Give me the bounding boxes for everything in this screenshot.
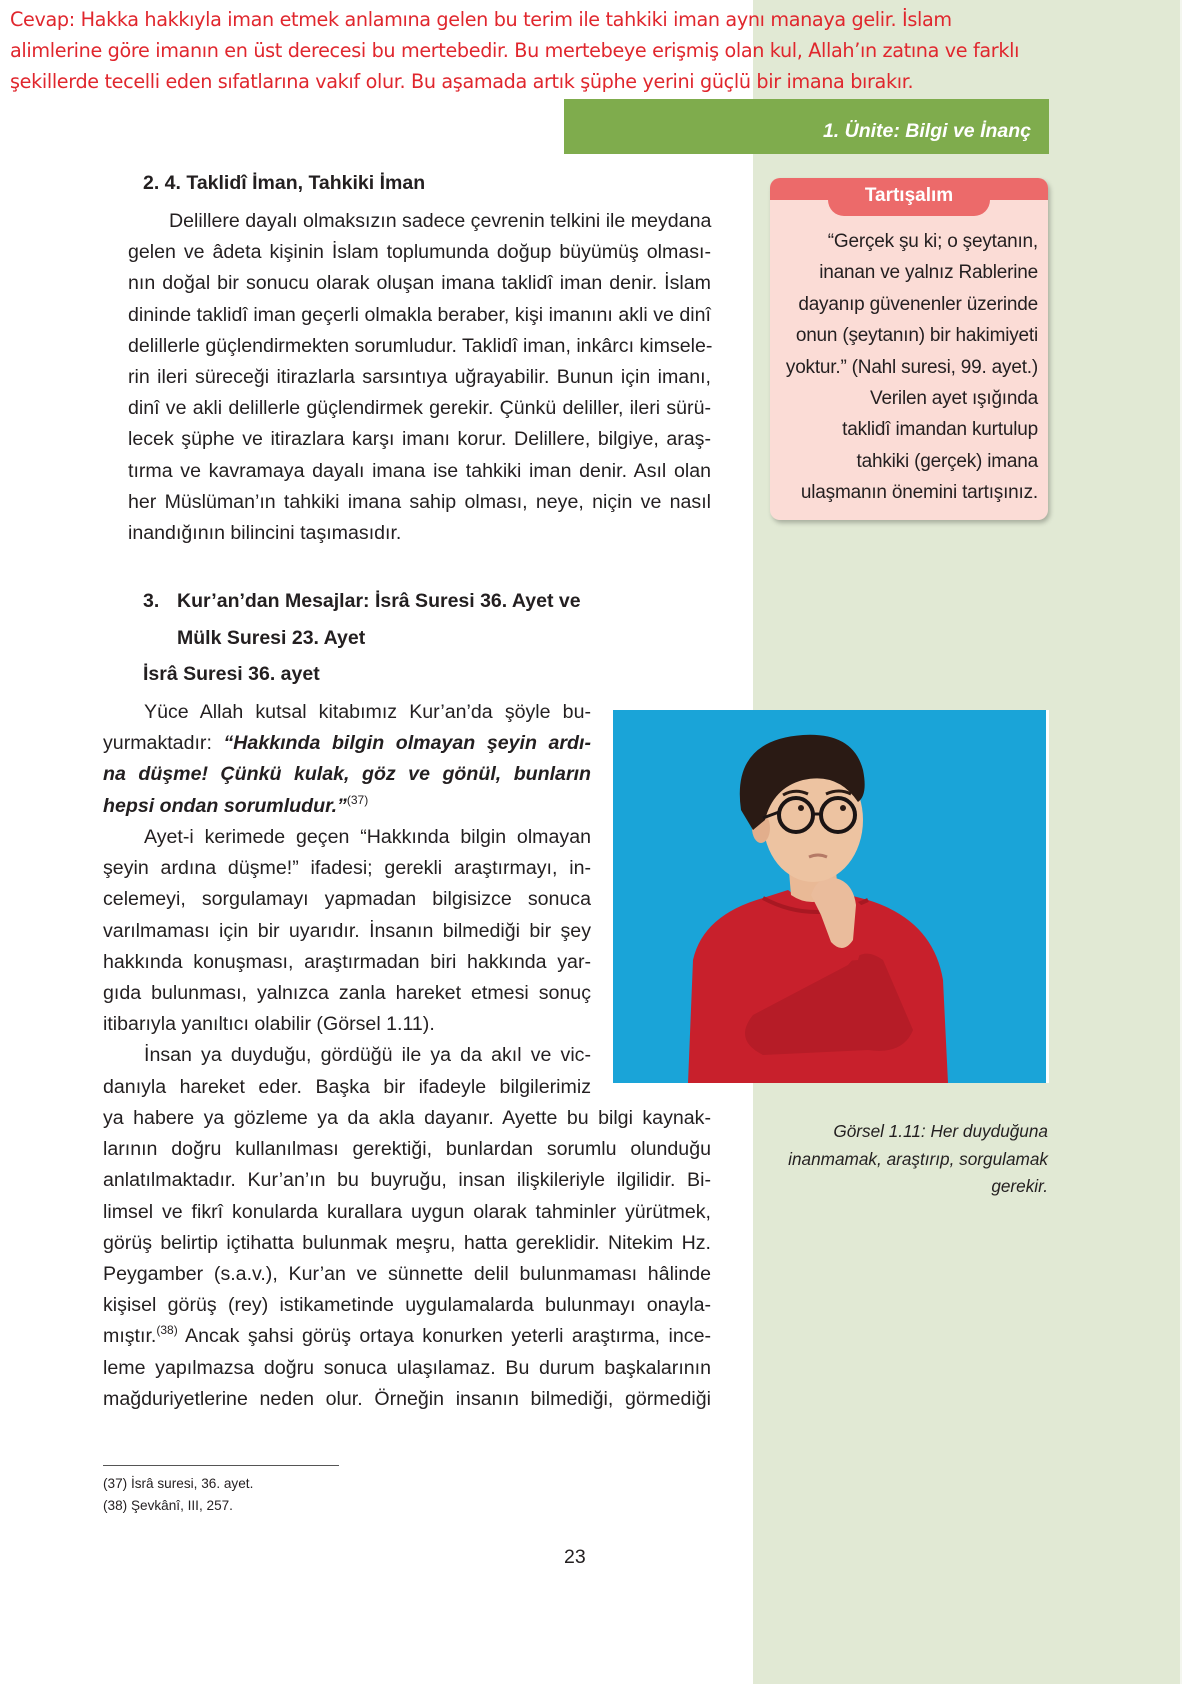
section-2-4-body xyxy=(128,206,711,549)
figure-caption xyxy=(752,1118,1048,1201)
figure-border xyxy=(1046,710,1049,1083)
figure-thinking-young-man xyxy=(613,710,1046,1083)
text-line: hakkında konuşması, araştırmadan biri hakkında yar- xyxy=(103,950,591,973)
text-line: tırma ve kavramaya dayalı imana ise tahkiki iman denir. Asıl olan xyxy=(128,459,711,482)
text-line: larının doğru kullanılması gerektiği, bunlardan sorumlu olunduğu xyxy=(103,1138,711,1161)
section-heading-3-line2: Mülk Suresi 23. Ayet xyxy=(177,627,366,649)
section-heading-3-line1: Kur’an’dan Mesajlar: İsrâ Suresi 36. Ayet ve xyxy=(177,590,581,612)
text-line: İnsan ya duyduğu, gördüğü ile ya da akıl ve vic- xyxy=(144,1044,591,1067)
answer-line: şekillerde tecelli eden sıfatlarına vakıf olur. Bu aşamada artık şüphe yerini güçlü bir imana bırakır. xyxy=(10,70,914,93)
text-line: leme yapılmazsa doğru sonuca ulaşılamaz. Bu durum başkalarının xyxy=(103,1356,711,1379)
text-line: Ayet-i kerimede geçen “Hakkında bilgin olmayan xyxy=(144,826,591,848)
discussion-line: tahkiki (gerçek) imana xyxy=(856,450,1038,472)
text-line: şeyin ardına düşme!” ifadesi; gerekli araştırmayı, in- xyxy=(103,857,591,880)
discussion-box-text xyxy=(780,226,1038,509)
text-line: dinî ve akli delillerle güçlendirmek gerekir. Çünkü deliller, ileri sürü- xyxy=(128,397,711,420)
thinking-person-illustration xyxy=(613,710,1046,1083)
text-line: yurmaktadır: “Hakkında bilgin olmayan şeyin ardı- xyxy=(103,732,591,755)
discussion-line: yoktur.” (Nahl suresi, 99. ayet.) xyxy=(785,356,1038,378)
text-line: delillerle güçlendirmekten sorumludur. Taklidî iman, inkârcı kimsele- xyxy=(128,334,713,357)
footnote-divider xyxy=(103,1465,339,1466)
page-number: 23 xyxy=(564,1546,586,1568)
text-line xyxy=(103,791,591,822)
text-line: Yüce Allah kutsal kitabımız Kur’an’da şöyle bu- xyxy=(144,701,591,723)
section-3-intro xyxy=(103,697,591,822)
discussion-box-title: Tartışalım xyxy=(828,178,990,216)
footnote-ref-37[interactable]: (37) xyxy=(346,792,369,807)
unit-header-bar xyxy=(564,99,1049,154)
text-line: Delillere dayalı olmaksızın sadece çevrenin telkini ile meydana xyxy=(169,210,712,232)
text-line: varılmaması için bir uyarıdır. İnsanın bilmediği bir şey xyxy=(103,919,591,942)
caption-line: Görsel 1.11: Her duyduğuna xyxy=(833,1121,1048,1141)
discussion-line: inanan ve yalnız Rablerine xyxy=(819,262,1038,284)
text-line: limsel ve fikrî konularda kurallara uygun olarak tahminler yürütmek, xyxy=(103,1200,711,1223)
text-line: lecek şüphe ve itirazlara karşı imanı korur. Delillere, bilgiye, araş- xyxy=(128,428,711,451)
subheading-isra-36: İsrâ Suresi 36. ayet xyxy=(143,663,320,685)
footnotes xyxy=(103,1473,253,1516)
text-line: ya habere ya gözleme ya da akla dayanır. Ayette bu bilgi kaynak- xyxy=(103,1107,711,1129)
text-line: görüş belirtip içtihatta bulunmak meşru, hatta gereklidir. Nitekim Hz. xyxy=(103,1231,711,1254)
discussion-line: dayanıp güvenenler üzerinde xyxy=(798,293,1038,315)
discussion-line: ulaşmanın önemini tartışınız. xyxy=(800,482,1038,504)
section-3-para3 xyxy=(103,1103,711,1415)
text-line: nın doğal bir sonucu olarak oluşan imana taklidî iman denir. İslam xyxy=(128,272,711,295)
text-line: gelen ve âdeta kişinin İslam toplumunda doğup büyümüş olması- xyxy=(128,241,711,264)
text-line: kişisel görüş (rey) istikametinde uygulamalarda bulunmayı onayla- xyxy=(103,1294,711,1317)
text-line: mıştır.$^{(38)}$ Ancak şahsi görüş ortaya konurken yeterli araştırma, ince- xyxy=(103,1323,711,1348)
section-3-para2 xyxy=(103,822,591,1103)
discussion-line: “Gerçek şu ki; o şeytanın, xyxy=(827,231,1038,252)
text-line: her Müslüman’ın tahkiki imana sahip olması, neye, niçin ve nasıl xyxy=(128,490,711,513)
verse-quote: na düşme! Çünkü kulak, göz ve gönül, bunların xyxy=(103,763,591,786)
discussion-line: onun (şeytanın) bir hakimiyeti xyxy=(795,325,1038,347)
answer-annotation xyxy=(10,4,1130,97)
verse-quote: “Hakkında bilgin olmayan şeyin ardı- xyxy=(223,732,591,755)
discussion-box xyxy=(770,178,1048,520)
answer-line: alimlerine göre imanın en üst derecesi bu mertebedir. Bu mertebeye erişmiş olan kul, Allah’ın zatına ve farklı xyxy=(10,39,1020,62)
footnote-38: (38) Şevkânî, III, 257. xyxy=(103,1497,233,1513)
caption-line: inanmamak, araştırıp, sorgulamak xyxy=(788,1148,1048,1169)
unit-label: 1. Ünite: Bilgi ve İnanç xyxy=(822,120,1031,142)
text-line: Peygamber (s.a.v.), Kur’an ve sünnette delil bulunmaması hâlinde xyxy=(103,1263,711,1286)
section-number-3: 3. xyxy=(143,590,160,612)
text-line: dininde taklidî iman geçerli olmakla beraber, kişi imanını akli ve dinî xyxy=(128,303,711,326)
discussion-line: taklidî imandan kurtulup xyxy=(842,419,1038,441)
section-heading-2-4: 2. 4. Taklidî İman, Tahkiki İman xyxy=(143,172,426,194)
text-line: mağduriyetlerine neden olur. Örneğin insanın bilmediği, görmediği xyxy=(103,1387,711,1410)
answer-line: Cevap: Hakka hakkıyla iman etmek anlamına gelen bu terim ile tahkiki iman aynı manaya gelir. İslam xyxy=(10,8,952,31)
discussion-line: Verilen ayet ışığında xyxy=(870,388,1038,410)
text-line: itibarıyla yanıltıcı olabilir (Görsel 1.11). xyxy=(103,1013,435,1036)
text-line: inandığının bilincini taşımasıdır. xyxy=(128,522,402,545)
text-line: anlatılmaktadır. Kur’an’ın bu buyruğu, insan ilişkileriyle ilgilidir. Bi- xyxy=(103,1169,711,1192)
text-line: gıda bulunması, yalnızca zanla hareket etmesi sonuç xyxy=(103,982,591,1005)
footnote-ref-38[interactable]: (38) xyxy=(156,1323,178,1338)
text-line: celemeyi, sorgulamayı yapmadan bilgisizce sonuca xyxy=(103,888,591,911)
caption-line: gerekir. xyxy=(991,1176,1048,1197)
footnote-37: (37) İsrâ suresi, 36. ayet. xyxy=(103,1476,254,1491)
verse-quote: hepsi ondan sorumludur.” xyxy=(103,794,347,817)
text-line: rin ileri süreceği itirazlarla sarsıntıya uğrayabilir. Bunun için imanı, xyxy=(128,366,711,389)
text-line: danıyla hareket eder. Başka bir ifadeyle bilgilerimiz xyxy=(103,1075,591,1098)
